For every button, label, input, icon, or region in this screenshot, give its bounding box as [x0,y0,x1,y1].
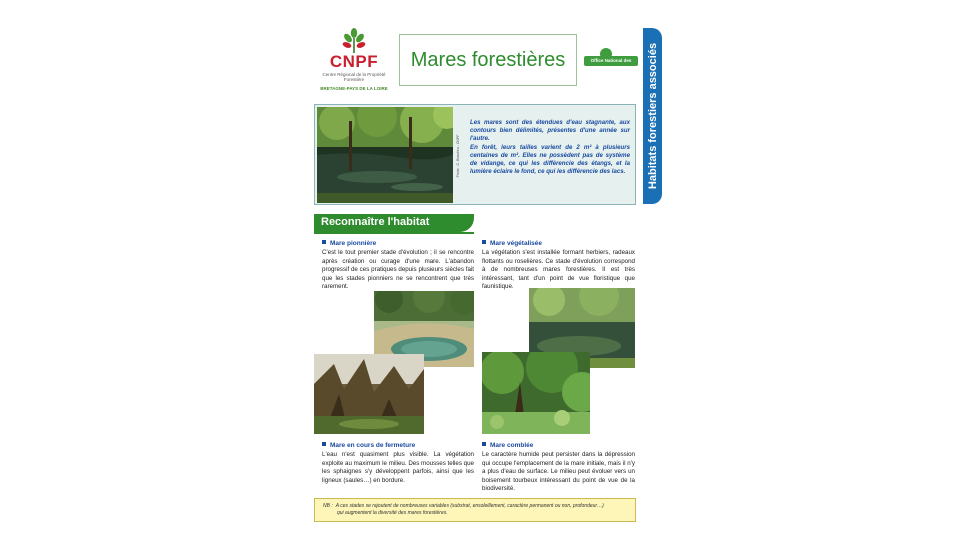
intro-paragraph-1: Les mares sont des étendues d'eau stagnante, aux contours bien délimités, présentes d'une année sur l'autre. [470,119,630,143]
stage-text-pioneer: C'est le tout premier stade d'évolution ; il se rencontre après création ou curage d'une mare. L'abandon progressif de ces pratiques depuis plusieurs siècles fait que les stades pionniers ne se rencontrent que très rarement. [322,249,474,291]
logo-region: BRETAGNE-PAYS DE LA LOIRE [320,86,388,91]
intro-box [314,104,636,205]
side-tab-label: Habitats forestiers associés [646,42,659,190]
section-divider [314,232,474,234]
section-header [314,214,474,232]
stage-title-pioneer: Mare pionnière [322,240,376,247]
title-box [399,34,577,86]
stage-text-vegetated: La végétation s'est installée formant herbiers, radeaux flottants ou roselières. Ce stade d'évolution correspond à de nombreuses mares forestières. Il est très intéressant, tant d'un point de vue floristique que faunistique. [482,249,635,291]
cnpf-logo [314,28,394,94]
intro-text [470,119,630,176]
bullet-square-icon [482,240,486,244]
onf-logo-text: Office National des Forêts [584,56,638,66]
photo-closing-pond [314,354,424,434]
side-tab [643,28,662,204]
note-label: NB : [323,503,333,509]
stage-title-vegetated: Mare végétalisée [482,240,542,247]
intro-paragraph-2: En forêt, leurs tailles varient de 2 m² à plusieurs centaines de m². Elles ne possèdent pas de système de vidange, ce qui les différencie des étangs, et la lumière éclaire le fond, ce qui les différencie des lacs. [470,143,630,176]
bullet-square-icon [482,442,486,446]
note-line-2: qui augmentent la diversité des mares forestières. [337,510,448,516]
stage-title-closing: Mare en cours de fermeture [322,442,415,449]
photo-credit: Photo : C. Beaulieu - CNPF [456,134,460,178]
bullet-square-icon [322,240,326,244]
bullet-square-icon [322,442,326,446]
forest-pond-image [317,107,453,203]
stage-text-filled: Le caractère humide peut persister dans la dépression qui occupe l'emplacement de la mare initiale, mais il n'y a plus d'eau de surface. Le milieu peut évoluer vers un boisement tourbeux intéressant du point de vue de la biodiversité. [482,451,635,493]
page-title: Mares forestières [410,48,566,71]
leaves-icon [342,28,366,54]
section-title: Reconnaître l'habitat [321,216,430,228]
note-line-1: A ces stades se rajoutent de nombreuses variables (substrat, ensoleillement, caractère permanent ou non, profondeur…) [335,503,604,509]
stage-text-closing: L'eau n'est quasiment plus visible. La végétation exploite au maximum le milieu. Des mousses telles que les sphaignes s'y développent parfois, ainsi que les ligneux (saules…) en bordure. [322,451,475,484]
stage-title-filled: Mare comblée [482,442,533,449]
note-box [314,498,636,522]
intro-photo [317,107,453,203]
logo-wordmark: CNPF [329,52,379,71]
note-text [323,503,629,517]
document-page [312,26,662,526]
onf-logo [584,48,638,73]
photo-filled-pond [482,352,590,434]
logo-subtitle: Centre Régional de la Propriété Forestière [322,72,386,83]
